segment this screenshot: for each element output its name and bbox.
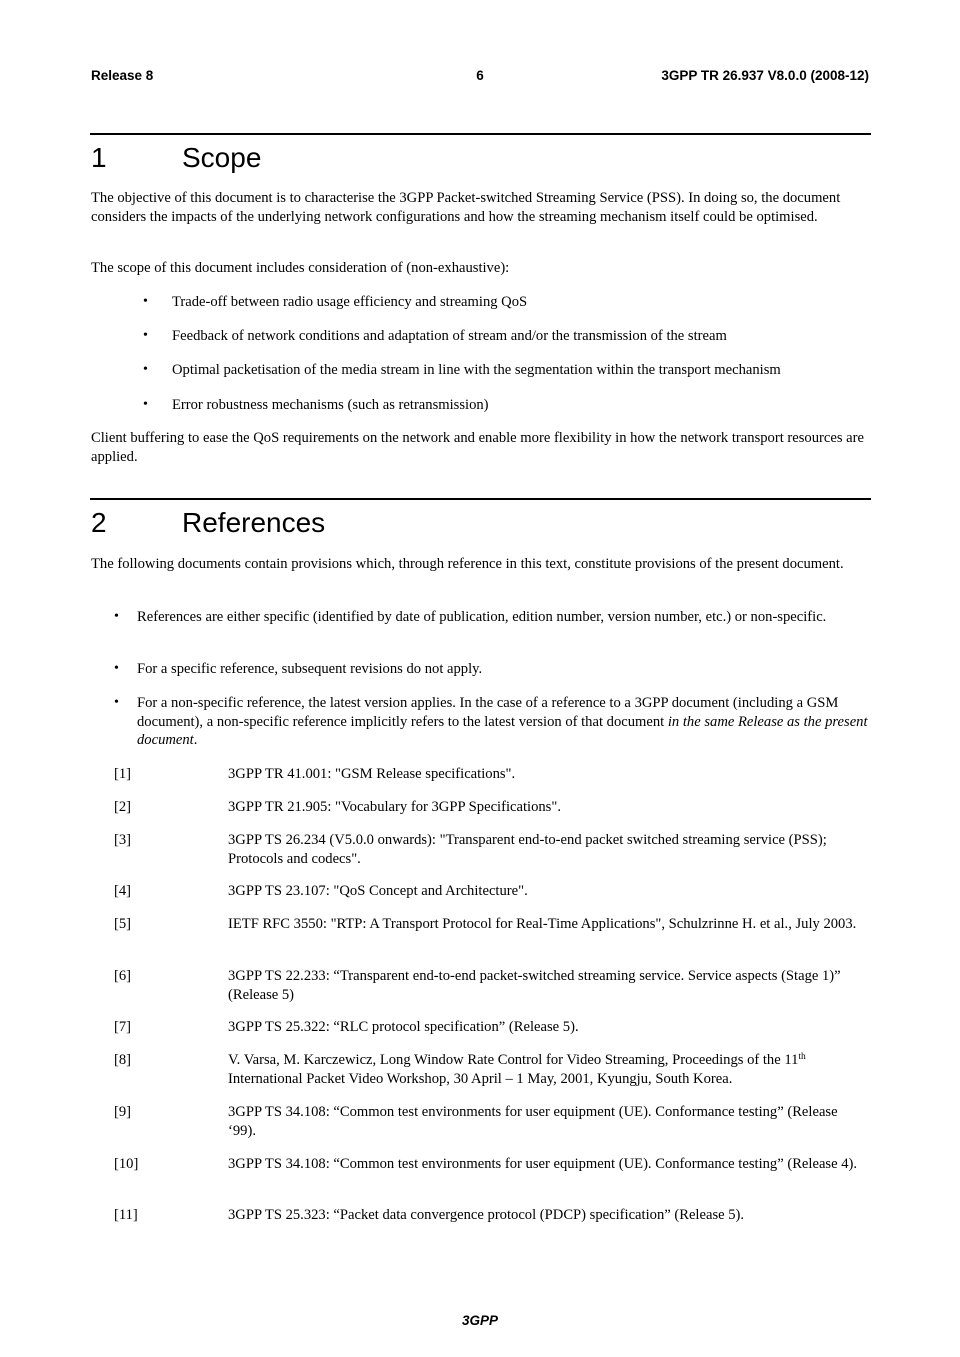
reference-number: [2] [114, 799, 132, 815]
reference-number: [6] [114, 968, 132, 984]
reference-number: [5] [114, 916, 132, 932]
header-release: Release 8 [91, 68, 154, 83]
reference-text: 3GPP TR 21.905: "Vocabulary for 3GPP Specifications". [228, 799, 561, 815]
reference-text: IETF RFC 3550: "RTP: A Transport Protocol for Real-Time Applications", Schulzrinne H. et al., July 2003. [228, 916, 857, 932]
reference-text: 3GPP TS 34.108: “Common test environments for user equipment (UE). Conformance testing” (Release 4). [228, 1156, 858, 1172]
reference-text: V. Varsa, M. Karczewicz, Long Window Rate Control for Video Streaming, Proceedings of the 11th International Packet Video Workshop, 30 April – 1 May, 2001, Kyungju, South Korea. [228, 1052, 806, 1087]
scope-paragraph-3: Client buffering to ease the QoS requirements on the network and enable more flexibility in how the network transport resources are applied. [91, 430, 864, 465]
bullet-icon: • [143, 328, 148, 343]
scope-bullet: • Optimal packetisation of the media stream in line with the segmentation within the transport mechanism [143, 362, 781, 378]
section-1-number: 1 [91, 142, 107, 173]
scope-paragraph-1: The objective of this document is to characterise the 3GPP Packet-switched Streaming Service (PSS). In doing so, the document considers the impacts of the underlying network configurations and how the streaming mechanism itself could be optimised. [91, 190, 841, 225]
reference-number: [11] [114, 1207, 138, 1223]
bullet-icon: • [114, 695, 119, 710]
section-2-number: 2 [91, 507, 107, 538]
reference-number: [4] [114, 883, 132, 899]
section-2-title: References [182, 507, 326, 538]
scope-bullet: • Feedback of network conditions and adaptation of stream and/or the transmission of the stream [143, 328, 727, 344]
section-1-heading [91, 142, 261, 174]
bullet-icon: • [114, 609, 119, 624]
reference-number: [9] [114, 1104, 132, 1120]
reference-number: [1] [114, 766, 132, 782]
references-bullet: • For a specific reference, subsequent revisions do not apply. [114, 661, 483, 677]
header-page-number: 6 [476, 68, 484, 83]
scope-bullet: • Error robustness mechanisms (such as retransmission) [143, 397, 489, 413]
section-2-heading [91, 507, 325, 539]
reference-text: 3GPP TS 25.323: “Packet data convergence protocol (PDCP) specification” (Release 5). [228, 1207, 745, 1223]
reference-text: 3GPP TS 22.233: “Transparent end-to-end packet-switched streaming service. Service aspects (Stage 1)” (Release 5) [228, 968, 841, 1003]
section-2-rule [90, 498, 871, 500]
section-1-rule [90, 133, 871, 135]
reference-number: [8] [114, 1052, 132, 1068]
scope-bullet: • Trade-off between radio usage efficiency and streaming QoS [143, 294, 528, 310]
reference-number: [7] [114, 1019, 132, 1035]
references-bullet: • References are either specific (identified by date of publication, edition number, version number, etc.) or non-specific. [114, 609, 827, 625]
bullet-icon: • [143, 294, 148, 309]
bullet-icon: • [114, 661, 119, 676]
reference-number: [3] [114, 832, 132, 848]
reference-text: 3GPP TR 41.001: "GSM Release specifications". [228, 766, 516, 782]
bullet-icon: • [143, 397, 148, 412]
section-1-title: Scope [182, 142, 262, 173]
scope-paragraph-2: The scope of this document includes consideration of (non-exhaustive): [91, 260, 510, 276]
reference-text: 3GPP TS 34.108: “Common test environments for user equipment (UE). Conformance testing” (Release ‘99). [228, 1104, 838, 1139]
header-doc-id: 3GPP TR 26.937 V8.0.0 (2008-12) [661, 68, 869, 83]
references-bullet: • For a non-specific reference, the latest version applies. In the case of a reference to a 3GPP document (including a GSM document), a non-specific reference implicitly refers to the latest version of that document in the same Release as the present document. [114, 695, 868, 749]
footer-3gpp: 3GPP [461, 1313, 499, 1328]
reference-number: [10] [114, 1156, 139, 1172]
reference-text: 3GPP TS 25.322: “RLC protocol specification” (Release 5). [228, 1019, 579, 1035]
superscript: th [798, 1052, 806, 1062]
bullet-icon: • [143, 362, 148, 377]
reference-text: 3GPP TS 23.107: "QoS Concept and Architecture". [228, 883, 528, 899]
references-intro: The following documents contain provisions which, through reference in this text, constitute provisions of the present document. [91, 556, 844, 572]
reference-text: 3GPP TS 26.234 (V5.0.0 onwards): "Transparent end-to-end packet switched streaming service (PSS); Protocols and codecs". [228, 832, 827, 867]
